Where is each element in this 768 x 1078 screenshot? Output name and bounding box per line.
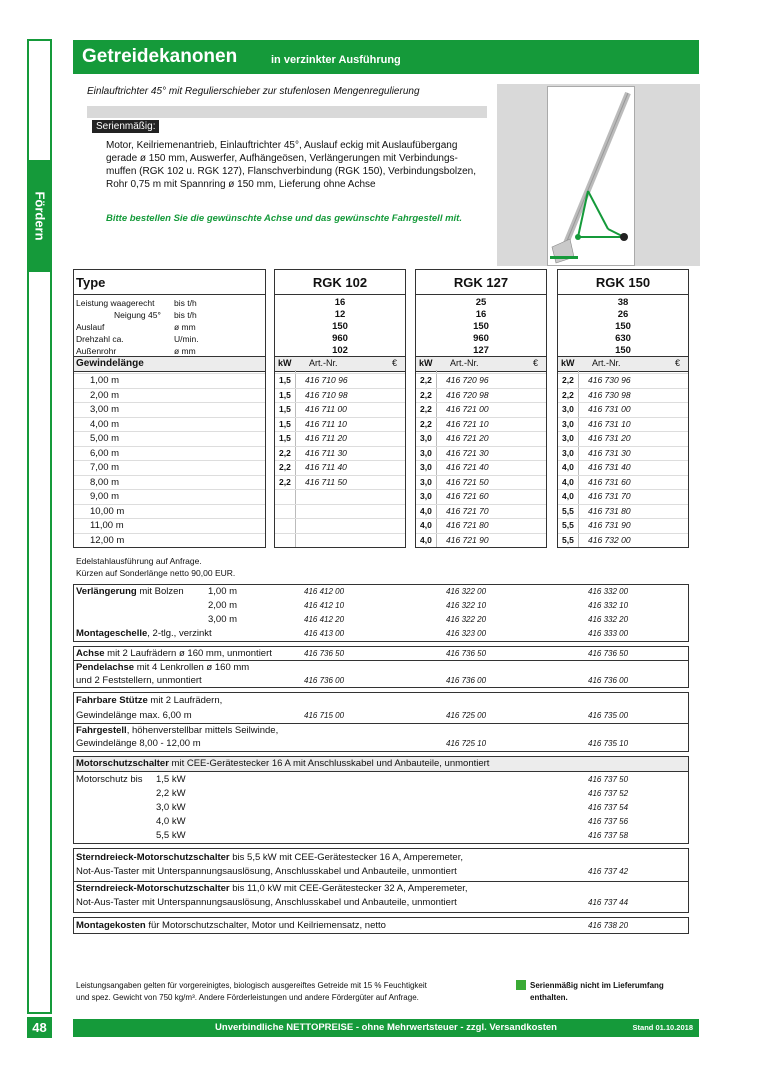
motor-row [74, 773, 688, 787]
row-line [558, 475, 688, 476]
row-line [558, 388, 688, 389]
row-line [558, 373, 688, 374]
kw-value: 2,2 [420, 389, 432, 400]
row-line [275, 518, 405, 519]
art-no: 416 737 56 [588, 817, 629, 826]
motor-title: Motorschutzschalter [76, 758, 169, 769]
art-no: 416 720 96 [446, 375, 489, 385]
stand-desc: Gewindelänge max. 6,00 m [76, 710, 192, 721]
sidebar-label: Fördern [32, 191, 47, 241]
kw-value: 2,2 [279, 476, 291, 487]
eur-header: € [674, 358, 680, 368]
length-value: 6,00 m [90, 447, 120, 459]
stand-box [73, 692, 689, 752]
art-no: 416 737 58 [588, 831, 629, 840]
kw-header: kW [278, 358, 292, 368]
art-no: 416 721 30 [446, 447, 489, 458]
row-line [558, 417, 688, 418]
art-no: 416 731 30 [588, 447, 631, 458]
chassis-row [74, 737, 688, 751]
art-no: 416 732 00 [588, 534, 631, 545]
art-no: 416 731 40 [588, 462, 631, 472]
art-header: Art.-Nr. [592, 358, 621, 368]
mount-desc: für Motorschutzschalter, Motor und Keilriemensatz, netto [145, 920, 386, 931]
row-line [74, 489, 265, 490]
spec-value: 960 [332, 333, 348, 344]
mount-box [73, 917, 689, 934]
axle-row [74, 647, 688, 661]
art-no: 416 731 90 [588, 520, 631, 530]
art-no: 416 737 54 [588, 803, 629, 812]
length-value: 2,00 m [90, 389, 120, 401]
axle-box [73, 646, 689, 688]
model-name: RGK 102 [312, 275, 368, 290]
kw-value: 1,5 [279, 433, 291, 443]
standard-text [106, 139, 496, 191]
art-no: 416 737 42 [588, 867, 629, 876]
kw-value: 1,5 [279, 404, 291, 414]
row-line [275, 402, 405, 403]
star-desc: Not-Aus-Taster mit Unterspannungsauslösung, Anschlusskabel und Anbauteile, unmontiert [76, 866, 457, 877]
star-row [74, 896, 688, 910]
row-line [416, 518, 546, 519]
pendulum-title: Pendelachse [76, 662, 135, 673]
art-no: 416 413 00 [304, 629, 345, 638]
divider [275, 294, 405, 295]
art-no: 416 725 10 [446, 739, 487, 748]
art-no: 416 738 20 [588, 921, 629, 930]
row-line [558, 504, 688, 505]
eur-header: € [532, 358, 538, 368]
art-no: 416 736 00 [446, 676, 487, 685]
type-label: Type [76, 275, 106, 290]
length-value: 9,00 m [90, 491, 120, 502]
star-box [73, 848, 689, 913]
row-line [416, 460, 546, 461]
art-no: 416 736 50 [304, 649, 345, 658]
kw-value: 1,5 [279, 418, 291, 429]
kw-value: 4,0 [420, 520, 432, 530]
row-line [275, 489, 405, 490]
art-no: 416 332 10 [588, 601, 629, 610]
art-no: 416 736 50 [588, 649, 629, 658]
spec-value: 960 [473, 333, 489, 344]
row-line [74, 533, 265, 534]
row-line [416, 388, 546, 389]
extension-length: 3,00 m [208, 614, 238, 625]
art-no: 416 333 00 [588, 629, 629, 638]
art-no: 416 731 80 [588, 505, 631, 516]
art-no: 416 721 80 [446, 520, 489, 530]
footer-note-line: Leistungsangaben gelten für vorgereinigtes, biologisch ausgereiftes Getreide mit 15 % Feuchtigkeit [76, 981, 427, 990]
legend-swatch [516, 980, 526, 990]
spec-label: Leistung waagerecht [76, 298, 155, 308]
spec-value: 150 [615, 321, 631, 332]
row-line [74, 431, 265, 432]
star-row [74, 881, 688, 896]
legend-line: enthalten. [530, 993, 568, 1002]
kw-value: 4,0 [562, 476, 574, 487]
pendulum-desc: und 2 Feststellern, unmontiert [76, 675, 202, 686]
row-line [558, 489, 688, 490]
art-no: 416 721 40 [446, 462, 489, 472]
spec-value: 150 [332, 321, 348, 332]
row-line [416, 431, 546, 432]
art-no: 416 737 44 [588, 898, 629, 907]
kw-value: 3,0 [562, 447, 574, 458]
stand-row [74, 709, 688, 723]
kw-value: 5,5 [562, 534, 574, 545]
art-no: 416 711 10 [305, 418, 347, 429]
star-title: Sterndreieck-Motorschutzschalter [76, 883, 230, 894]
row-line [416, 373, 546, 374]
art-no: 416 720 98 [446, 389, 489, 400]
length-value: 3,00 m [90, 404, 120, 415]
row-line [74, 475, 265, 476]
kw-value: 2,2 [562, 375, 574, 385]
extension-row [74, 599, 688, 613]
kw-value: 3,0 [562, 418, 574, 429]
axle-desc: mit 2 Laufrädern ø 160 mm, unmontiert [104, 648, 272, 659]
legend-line: Serienmäßig nicht im Lieferumfang [530, 981, 664, 990]
model-column [557, 269, 689, 548]
length-value: 1,00 m [90, 375, 120, 386]
product-image [547, 86, 635, 266]
spec-value: 102 [332, 345, 348, 356]
kw-value: 2,2 [279, 447, 291, 458]
row-line [275, 446, 405, 447]
art-no: 416 736 00 [588, 676, 629, 685]
spec-label: Auslauf [76, 322, 105, 332]
row-line [558, 460, 688, 461]
spec-unit: bis t/h [174, 298, 197, 308]
motor-row [74, 815, 688, 829]
model-column [274, 269, 406, 548]
art-header: Art.-Nr. [309, 358, 338, 368]
kw-value: 4,0 [562, 462, 574, 472]
art-no: 416 711 40 [305, 462, 347, 472]
chassis-desc: Gewindelänge 8,00 - 12,00 m [76, 738, 201, 749]
kw-value: 2,2 [562, 389, 574, 400]
spec-value: 16 [334, 297, 346, 308]
motor-power: 2,2 kW [156, 788, 186, 799]
spec-label: Außenrohr [76, 346, 117, 356]
art-no: 416 711 30 [305, 447, 347, 458]
spec-value: 630 [615, 333, 631, 344]
mount-title: Montagekosten [76, 920, 146, 931]
motor-power: 4,0 kW [156, 816, 186, 827]
clamp-title: Montageschelle [76, 628, 148, 639]
row-line [275, 431, 405, 432]
art-no: 416 323 00 [446, 629, 487, 638]
row-line [275, 460, 405, 461]
motor-power: 1,5 kW [156, 774, 186, 785]
spec-unit: ø mm [174, 346, 196, 356]
kw-value: 5,5 [562, 520, 574, 530]
art-no: 416 711 20 [305, 433, 347, 443]
kw-value: 2,2 [279, 462, 291, 472]
kw-value: 4,0 [562, 491, 574, 501]
motor-prefix: Motorschutz bis [76, 774, 143, 785]
col-divider [578, 370, 579, 547]
pendulum-row [74, 660, 688, 675]
order-note: Bitte bestellen Sie die gewünschte Achse und das gewünschte Fahrgestell mit. [106, 213, 462, 224]
spec-value: 26 [617, 309, 629, 320]
motor-row [74, 801, 688, 815]
motor-power: 5,5 kW [156, 830, 186, 841]
motor-row [74, 829, 688, 843]
note-line: Kürzen auf Sonderlänge netto 90,00 EUR. [76, 568, 236, 578]
art-no: 416 737 52 [588, 789, 629, 798]
extension-row [74, 613, 688, 627]
mount-row [74, 919, 688, 933]
eur-header: € [391, 358, 397, 368]
row-line [416, 475, 546, 476]
footer-bar-text: Unverbindliche NETTOPREISE - ohne Mehrwertsteuer - zzgl. Versandkosten [215, 1022, 557, 1033]
row-line [74, 460, 265, 461]
art-no: 416 731 00 [588, 404, 631, 414]
spec-label-box [73, 269, 266, 548]
art-no: 416 731 70 [588, 491, 631, 501]
art-no: 416 731 20 [588, 433, 631, 443]
model-name: RGK 150 [595, 275, 651, 290]
art-no: 416 721 10 [446, 418, 489, 429]
art-no: 416 710 98 [305, 389, 348, 400]
kw-value: 2,2 [420, 375, 432, 385]
length-header [74, 356, 265, 372]
art-no: 416 710 96 [305, 375, 348, 385]
row-line [275, 417, 405, 418]
extension-title: Verlängerung [76, 586, 137, 597]
stand-desc: mit 2 Laufrädern, [147, 695, 223, 706]
art-no: 416 721 00 [446, 404, 489, 414]
spec-unit: U/min. [174, 334, 199, 344]
standard-line: muffen (RGK 102 u. RGK 127), Flanschverbindung (RGK 150), Verbindungsbolzen, [106, 166, 477, 177]
motor-header [74, 757, 688, 772]
length-label: Gewindelänge [76, 358, 144, 369]
intro-subtitle: Einlauftrichter 45° mit Regulierschieber zur stufenlosen Mengenregulierung [87, 86, 420, 97]
legend-text [530, 980, 680, 1004]
kw-value: 1,5 [279, 375, 291, 385]
row-line [74, 504, 265, 505]
row-line [275, 373, 405, 374]
art-no: 416 730 98 [588, 389, 631, 400]
extension-length: 1,00 m [208, 586, 238, 597]
spec-value: 150 [473, 321, 489, 332]
page-number: 48 [27, 1017, 52, 1038]
art-no: 416 737 50 [588, 775, 629, 784]
kw-value: 3,0 [420, 476, 432, 487]
spec-value: 127 [473, 345, 489, 356]
pendulum-desc: mit 4 Lenkrollen ø 160 mm [134, 662, 250, 673]
col-divider [436, 370, 437, 547]
row-line [275, 533, 405, 534]
stand-title: Fahrbare Stütze [76, 695, 148, 706]
extension-box [73, 584, 689, 642]
art-no: 416 736 00 [304, 676, 345, 685]
art-no: 416 412 00 [304, 587, 345, 596]
art-no: 416 735 10 [588, 739, 629, 748]
spec-value: 16 [475, 309, 487, 320]
art-no: 416 715 00 [304, 711, 345, 720]
row-line [558, 533, 688, 534]
divider [416, 294, 546, 295]
page-subtitle: in verzinkter Ausführung [271, 54, 401, 66]
kw-value: 4,0 [420, 505, 432, 516]
kw-value: 2,2 [420, 404, 432, 414]
row-line [275, 388, 405, 389]
model-column [415, 269, 547, 548]
art-no: 416 735 00 [588, 711, 629, 720]
kw-value: 1,5 [279, 389, 291, 400]
length-value: 8,00 m [90, 476, 120, 488]
spec-unit: bis t/h [174, 310, 197, 320]
art-no: 416 721 50 [446, 476, 489, 487]
kw-value: 5,5 [562, 505, 574, 516]
kw-value: 3,0 [420, 447, 432, 458]
kw-header: kW [419, 358, 433, 368]
spec-value: 12 [334, 309, 346, 320]
art-no: 416 721 90 [446, 534, 489, 545]
motor-box [73, 756, 689, 844]
row-line [74, 446, 265, 447]
kw-value: 3,0 [420, 433, 432, 443]
row-line [275, 475, 405, 476]
page-title: Getreidekanonen [82, 46, 238, 67]
standard-line: gerade ø 150 mm, Auswerfer, Aufhängeösen, Verlängerungen mit Verbindungs- [106, 153, 458, 164]
star-desc: Not-Aus-Taster mit Unterspannungsauslösung, Anschlusskabel und Anbauteile, unmontiert [76, 897, 457, 908]
star-row [74, 865, 688, 879]
kw-value: 3,0 [562, 404, 574, 414]
row-line [558, 402, 688, 403]
art-no: 416 711 00 [305, 404, 347, 414]
length-value: 11,00 m [90, 520, 124, 531]
sidebar-tab[interactable] [27, 160, 52, 272]
pendulum-row [74, 674, 688, 688]
chassis-title: Fahrgestell [76, 725, 127, 736]
extension-title-rest: mit Bolzen [139, 586, 184, 597]
art-no: 416 731 60 [588, 476, 631, 487]
art-no: 416 322 20 [446, 615, 487, 624]
divider [74, 294, 265, 295]
art-no: 416 322 10 [446, 601, 487, 610]
length-value: 4,00 m [90, 418, 120, 430]
clamp-row [74, 627, 688, 641]
standard-label: Serienmäßig: [92, 120, 159, 133]
spec-label: Drehzahl ca. [76, 334, 124, 344]
row-line [416, 417, 546, 418]
standard-line: Rohr 0,75 m mit Spannring ø 150 mm, Lieferung ohne Achse [106, 179, 376, 190]
row-line [558, 446, 688, 447]
gray-band [87, 106, 487, 118]
row-line [74, 417, 265, 418]
motor-row [74, 787, 688, 801]
footer-note-line: und spez. Gewicht von 750 kg/m³. Andere Förderleistungen und andere Fördergüter auf Anfrage. [76, 993, 419, 1002]
stand-row [74, 694, 688, 708]
length-value: 5,00 m [90, 433, 120, 444]
row-line [558, 431, 688, 432]
row-line [416, 402, 546, 403]
col-divider [295, 370, 296, 547]
standard-line: Motor, Keilriemenantrieb, Einlauftrichter 45°, Auslauf eckig mit Auslaufübergang [106, 140, 458, 151]
row-line [416, 504, 546, 505]
row-line [74, 402, 265, 403]
spec-value: 38 [617, 297, 629, 308]
extension-row [74, 585, 688, 599]
art-no: 416 731 10 [588, 418, 631, 429]
star-desc: bis 5,5 kW mit CEE-Gerätestecker 16 A, Amperemeter, [229, 852, 463, 863]
star-row [74, 851, 688, 865]
spec-unit: ø mm [174, 322, 196, 332]
art-no: 416 730 96 [588, 375, 631, 385]
art-no: 416 412 10 [304, 601, 345, 610]
row-line [416, 446, 546, 447]
length-value: 7,00 m [90, 462, 120, 473]
row-line [74, 388, 265, 389]
length-value: 12,00 m [90, 534, 125, 546]
art-no: 416 322 00 [446, 587, 487, 596]
row-line [74, 373, 265, 374]
art-header: Art.-Nr. [450, 358, 479, 368]
motor-power: 3,0 kW [156, 802, 186, 813]
art-no: 416 721 70 [446, 505, 489, 516]
note-line: Edelstahlausführung auf Anfrage. [76, 556, 202, 566]
row-line [275, 504, 405, 505]
art-no: 416 725 00 [446, 711, 487, 720]
art-no: 416 711 50 [305, 476, 347, 487]
kw-value: 2,2 [420, 418, 432, 429]
notes [76, 555, 235, 579]
clamp-desc: , 2-tlg., verzinkt [147, 628, 212, 639]
motor-desc: mit CEE-Gerätestecker 16 A mit Anschlusskabel und Anbauteile, unmontiert [168, 758, 490, 769]
art-no: 416 332 00 [588, 587, 629, 596]
art-no: 416 412 20 [304, 615, 345, 624]
art-no: 416 332 20 [588, 615, 629, 624]
chassis-desc: , höhenverstellbar mittels Seilwinde, [126, 725, 279, 736]
spec-value: 25 [475, 297, 487, 308]
kw-value: 3,0 [420, 491, 432, 501]
art-no: 416 736 50 [446, 649, 487, 658]
footer-note [76, 980, 496, 1004]
axle-title: Achse [76, 648, 105, 659]
model-name: RGK 127 [453, 275, 509, 290]
row-line [416, 489, 546, 490]
title-bar [73, 40, 699, 74]
footer-date: Stand 01.10.2018 [632, 1023, 693, 1032]
length-value: 10,00 m [90, 505, 125, 517]
star-title: Sterndreieck-Motorschutzschalter [76, 852, 230, 863]
chassis-row [74, 723, 688, 738]
art-no: 416 721 20 [446, 433, 489, 443]
footer-bar [73, 1019, 699, 1037]
row-line [558, 518, 688, 519]
spec-value: 150 [615, 345, 631, 356]
kw-value: 4,0 [420, 534, 432, 545]
kw-value: 3,0 [562, 433, 574, 443]
row-line [416, 533, 546, 534]
row-line [74, 518, 265, 519]
star-desc: bis 11,0 kW mit CEE-Gerätestecker 32 A, Amperemeter, [229, 883, 468, 894]
kw-header: kW [561, 358, 575, 368]
divider [558, 294, 688, 295]
spec-label: Neigung 45° [114, 310, 161, 320]
art-no: 416 721 60 [446, 491, 489, 501]
extension-length: 2,00 m [208, 600, 238, 611]
kw-value: 3,0 [420, 462, 432, 472]
